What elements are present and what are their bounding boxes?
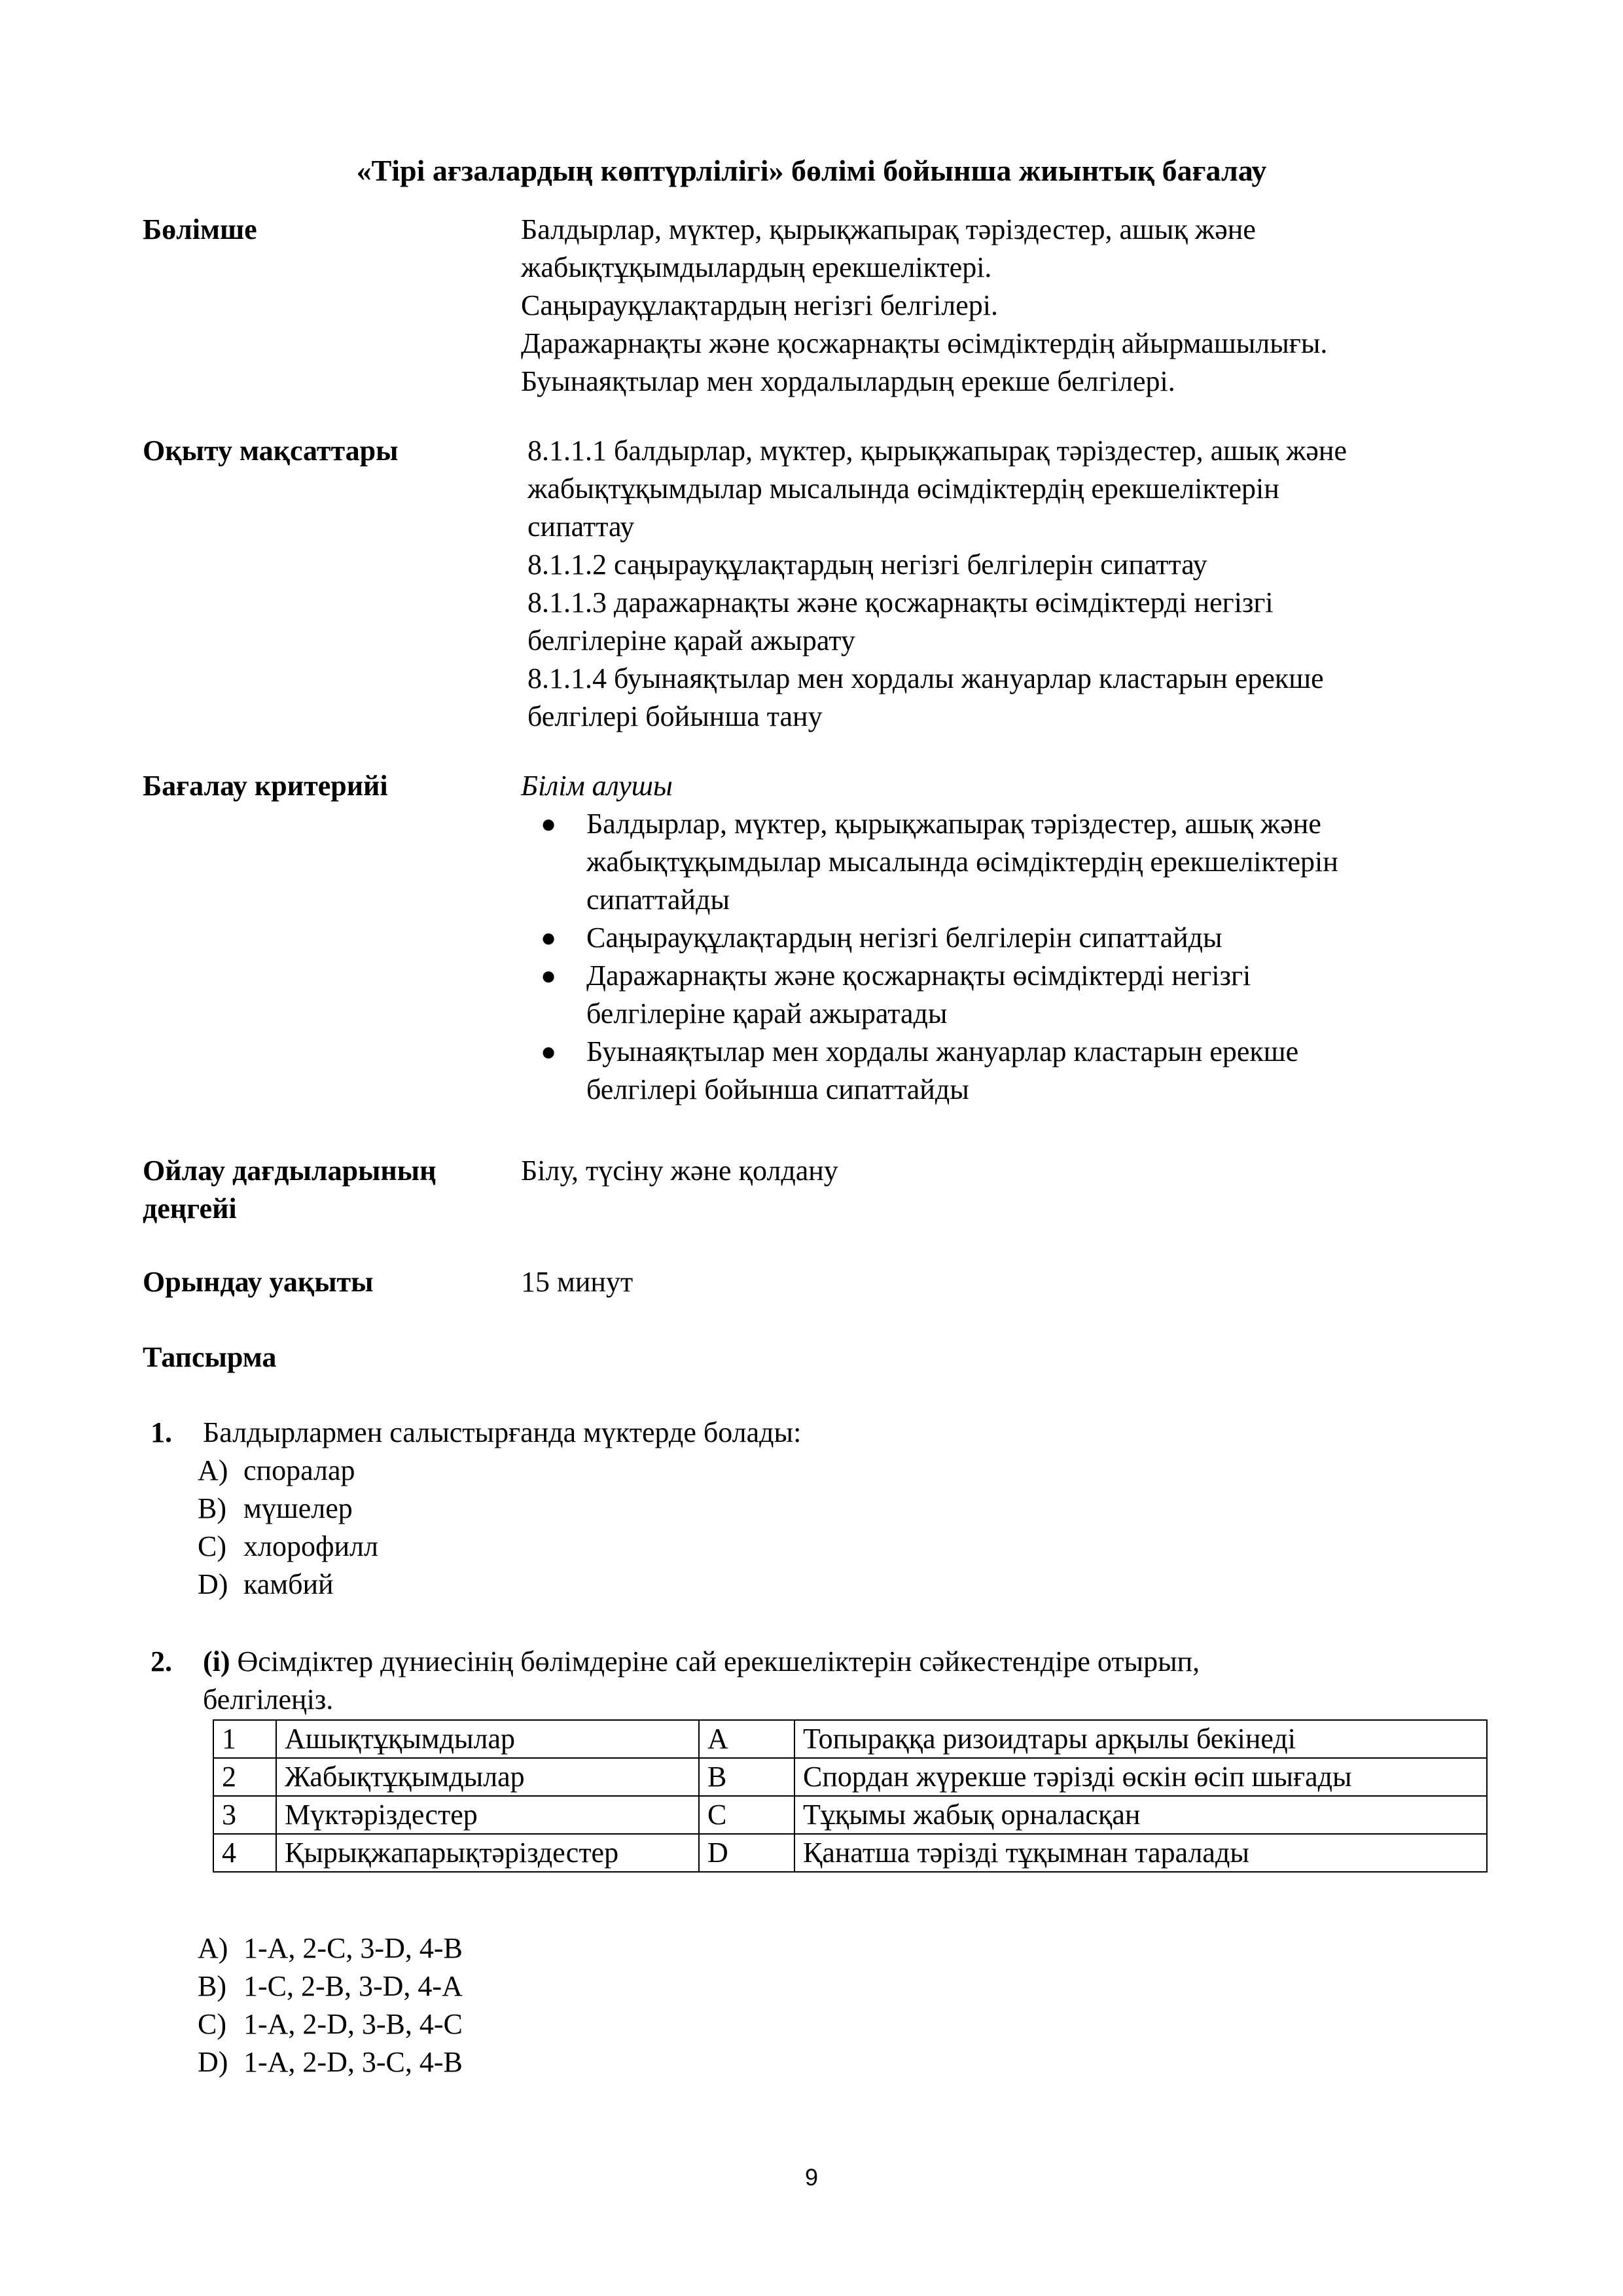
answer-option[interactable] xyxy=(198,1528,1499,1566)
subsection-line: Даражарнақты және қосжарнақты өсімдіктердің айырмашылығы. xyxy=(521,327,1328,359)
page-number: 9 xyxy=(804,2164,819,2191)
criteria-item xyxy=(521,919,1623,957)
table-cell: Жабықтұқымдылар xyxy=(276,1758,699,1796)
criteria-content xyxy=(521,767,1623,1109)
answer-option[interactable] xyxy=(198,1490,1499,1528)
table-cell: Спордан жүрекше тәрізді өскін өсіп шығады xyxy=(794,1758,1487,1796)
thinking-level-label-line: деңгейі xyxy=(143,1193,237,1225)
answer-option[interactable] xyxy=(198,1967,1499,2005)
thinking-level-value: Білу, түсіну және қолдану xyxy=(521,1155,838,1187)
table-cell: Қанатша тәрізді тұқымнан таралады xyxy=(794,1834,1487,1872)
option-letter: A) xyxy=(198,1932,228,1964)
answer-option[interactable] xyxy=(198,1929,1499,1967)
objective-line: 8.1.1.3 даражарнақты және қосжарнақты өсімдіктерді негізгі xyxy=(527,586,1274,619)
table-cell: A xyxy=(699,1720,794,1758)
option-text: 1-A, 2-C, 3-D, 4-B xyxy=(243,1932,463,1964)
question-text-continued: белгілеңіз. xyxy=(203,1683,334,1715)
criteria-intro: Білім алушы xyxy=(521,770,673,802)
question-1 xyxy=(151,1414,1499,1604)
criteria-item-line: Саңырауқұлақтардың негізгі белгілерін сипаттайды xyxy=(586,922,1222,954)
question-part: (і) xyxy=(203,1645,230,1677)
table-cell: 2 xyxy=(213,1758,276,1796)
objective-line: белгілері бойынша тану xyxy=(527,700,823,732)
bullet-icon: ● xyxy=(541,1037,557,1066)
subsection-line: Балдырлар, мүктер, қырықжапырақ тәріздестер, ашық және xyxy=(521,213,1256,245)
table-cell: 1 xyxy=(213,1720,276,1758)
objectives-content xyxy=(527,432,1623,736)
objective-line: белгілеріне қарай ажырату xyxy=(527,624,855,656)
objective-line: 8.1.1.4 буынаяқтылар мен хордалы жануарлар кластарын ерекше xyxy=(527,662,1324,694)
table-cell: Ашықтұқымдылар xyxy=(276,1720,699,1758)
table-row xyxy=(213,1720,1487,1758)
objective-line: жабықтұқымдылар мысалында өсімдіктердің ерекшеліктерін xyxy=(527,473,1279,505)
subsection-line: Саңырауқұлақтардың негізгі белгілері. xyxy=(521,289,999,321)
subsection-line: жабықтұқымдылардың ерекшеліктері. xyxy=(521,251,992,283)
criteria-item xyxy=(521,805,1623,919)
option-text: 1-C, 2-B, 3-D, 4-A xyxy=(243,1970,463,2002)
bullet-icon: ● xyxy=(541,809,557,838)
table-cell: 4 xyxy=(213,1834,276,1872)
objective-line: сипаттау xyxy=(527,511,635,543)
time-label: Орындау уақыты xyxy=(143,1266,374,1298)
thinking-level-label xyxy=(143,1152,509,1228)
criteria-item-line: сипаттайды xyxy=(586,884,730,916)
table-cell: D xyxy=(699,1834,794,1872)
question-text: Балдырлармен салыстырғанда мүктерде болады: xyxy=(203,1416,802,1448)
option-text: камбий xyxy=(243,1568,334,1600)
option-letter: C) xyxy=(198,2008,226,2040)
answer-option[interactable] xyxy=(198,1566,1499,1604)
page-title: «Тірі ағзалардың көптүрлілігі» бөлімі бойынша жиынтық бағалау xyxy=(356,154,1267,187)
task-heading: Тапсырма xyxy=(143,1341,277,1373)
table-cell: Тұқымы жабық орналасқан xyxy=(794,1796,1487,1834)
thinking-level-label-line: Ойлау дағдыларының xyxy=(143,1155,437,1187)
subsection-label: Бөлімше xyxy=(143,213,257,245)
option-letter: A) xyxy=(198,1454,228,1486)
question-2 xyxy=(151,1643,1499,1719)
criteria-list xyxy=(521,805,1623,1109)
table-cell: 3 xyxy=(213,1796,276,1834)
question-2-options xyxy=(198,1929,1499,2081)
answer-option[interactable] xyxy=(198,1452,1499,1490)
objectives-label: Оқыту мақсаттары xyxy=(143,435,399,467)
criteria-item-line: жабықтұқымдылар мысалында өсімдіктердің ерекшеліктерін xyxy=(586,846,1338,878)
table-cell: Мүктәріздестер xyxy=(276,1796,699,1834)
criteria-item xyxy=(521,957,1623,1033)
criteria-item-line: белгілеріне қарай ажыратады xyxy=(586,997,948,1030)
option-letter: D) xyxy=(198,1568,228,1600)
table-cell: B xyxy=(699,1758,794,1796)
question-number: 1. xyxy=(151,1416,172,1448)
question-text: Өсімдіктер дүниесінің бөлімдеріне сай ерекшеліктерін сәйкестендіре отырып, xyxy=(237,1645,1200,1677)
option-letter: B) xyxy=(198,1492,226,1524)
matching-table xyxy=(213,1719,1488,1873)
table-row xyxy=(213,1796,1487,1834)
objective-line: 8.1.1.2 саңырауқұлақтардың негізгі белгілерін сипаттау xyxy=(527,548,1207,581)
time-value: 15 минут xyxy=(521,1266,633,1298)
criteria-item-line: белгілері бойынша сипаттайды xyxy=(586,1073,969,1105)
table-row xyxy=(213,1834,1487,1872)
option-text: 1-A, 2-D, 3-C, 4-B xyxy=(243,2046,463,2078)
criteria-label: Бағалау критерийі xyxy=(143,770,388,802)
criteria-item-line: Даражарнақты және қосжарнақты өсімдіктерді негізгі xyxy=(586,960,1251,992)
table-cell: C xyxy=(699,1796,794,1834)
answer-option[interactable] xyxy=(198,2005,1499,2043)
criteria-item-line: Балдырлар, мүктер, қырықжапырақ тәріздестер, ашық және xyxy=(586,808,1321,840)
option-letter: B) xyxy=(198,1970,226,2002)
table-cell: Топыраққа ризоидтары арқылы бекінеді xyxy=(794,1720,1487,1758)
option-text: споралар xyxy=(243,1454,355,1486)
question-2-options-block xyxy=(151,1929,1499,2081)
subsection-line: Буынаяқтылар мен хордалылардың ерекше белгілері. xyxy=(521,365,1175,397)
bullet-icon: ● xyxy=(541,961,557,990)
bullet-icon: ● xyxy=(541,923,557,952)
answer-option[interactable] xyxy=(198,2043,1499,2081)
criteria-item xyxy=(521,1033,1623,1109)
table-row xyxy=(213,1758,1487,1796)
question-1-options xyxy=(198,1452,1499,1604)
option-text: хлорофилл xyxy=(243,1530,378,1562)
option-letter: D) xyxy=(198,2046,228,2078)
option-text: 1-A, 2-D, 3-B, 4-C xyxy=(243,2008,463,2040)
option-text: мүшелер xyxy=(243,1492,353,1524)
criteria-item-line: Буынаяқтылар мен хордалы жануарлар кластарын ерекше xyxy=(586,1035,1299,1067)
subsection-content xyxy=(521,211,1623,401)
objective-line: 8.1.1.1 балдырлар, мүктер, қырықжапырақ тәріздестер, ашық және xyxy=(527,435,1347,467)
option-letter: C) xyxy=(198,1530,226,1562)
question-number: 2. xyxy=(151,1645,172,1677)
table-cell: Қырықжапарықтәріздестер xyxy=(276,1834,699,1872)
